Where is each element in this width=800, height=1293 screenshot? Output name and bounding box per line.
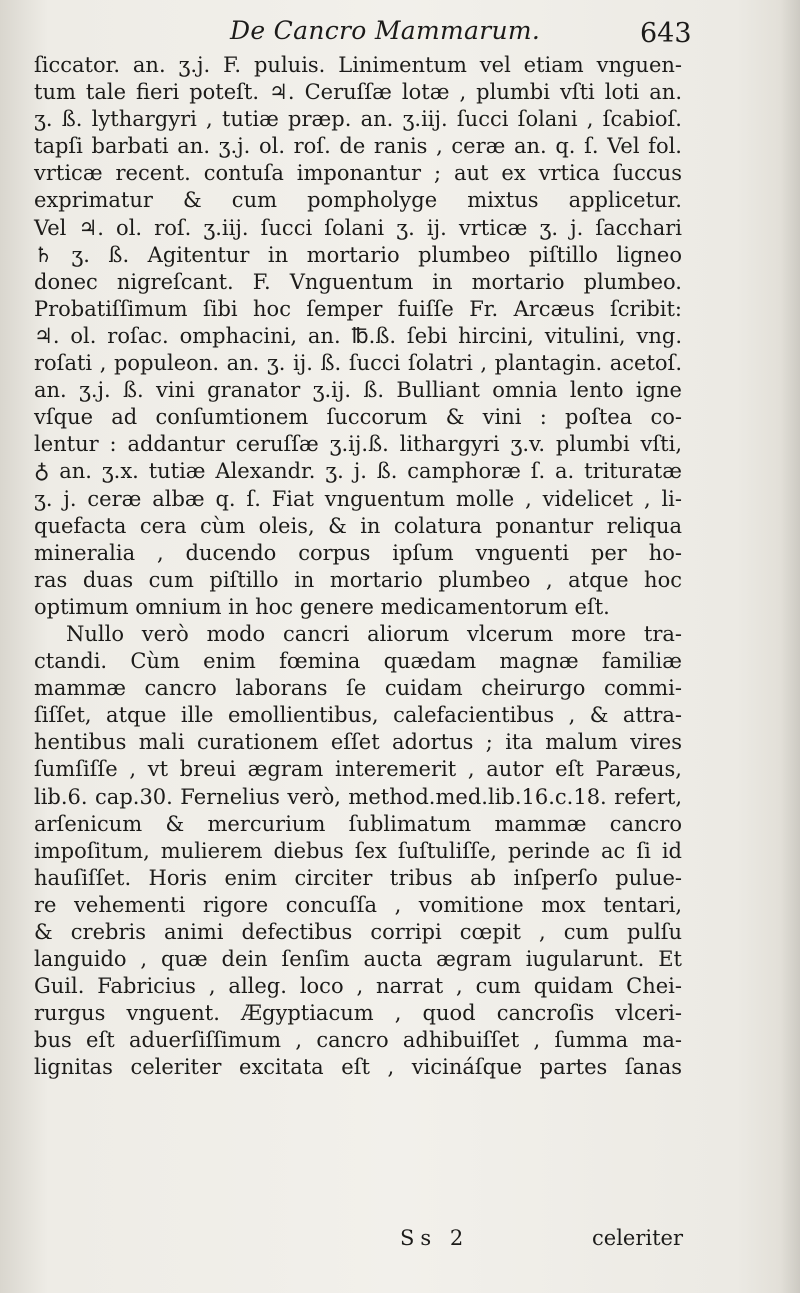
text-line: roſati , populeon. an. ʒ. ij. ß. ſucci ſolatri , plantagin. acetoſ. [34,351,682,376]
text-line: ctandi. Cùm enim fœmina quædam magnæ familiæ [34,649,682,674]
text-line: Probatiſſimum ſibi hoc ſemper fuiſſe Fr. Arcæus ſcribit: [34,296,682,321]
page-edge-shadow [780,0,800,1293]
text-line: lib.6. cap.30. Fernelius verò, method.med.lib.16.c.18. refert, [34,784,682,809]
text-line: ♁ an. ʒ.x. tutiæ Alexandr. ʒ. j. ß. camphoræ ſ. a. trituratæ [34,459,682,484]
page-number: 643 [640,18,692,49]
text-line: lignitas celeriter excitata eſt , vicináſque partes ſanas [34,1055,682,1080]
text-line: mineralia , ducendo corpus ipſum vnguenti per ho- [34,540,682,565]
text-line: optimum omnium in hoc genere medicamentorum eſt. [34,594,610,619]
body-text [34,52,682,1082]
page-header [0,12,800,52]
text-line: ſiccator. an. ʒ.j. F. puluis. Linimentum vel etiam vnguen- [34,53,682,77]
text-line: hentibus mali curationem eſſet adortus ; ita malum vires [34,730,682,755]
text-line: & crebris animi defectibus corripi cœpit , cum pulſu [34,920,682,944]
text-line: tapſi barbati an. ʒ.j. ol. roſ. de ranis , ceræ an. q. ſ. Vel fol. [34,134,682,159]
signature-mark: Ss 2 [400,1226,470,1250]
text-line: an. ʒ.j. ß. vini granator ʒ.ij. ß. Bulliant omnia lento igne [34,378,682,403]
text-line: ſumſiſſe , vt breui ægram interemerit , autor eſt Paræus, [34,757,682,782]
text-line: ras duas cum piſtillo in mortario plumbeo , atque hoc [34,567,682,592]
text-line: ʒ. ß. lythargyri , tutiæ præp. an. ʒ.iij. ſucci ſolani , ſcabioſ. [34,107,682,132]
page-footer [0,1226,800,1262]
text-line: re vehementi rigore concuſſa , vomitione mox tentari, [34,892,682,917]
text-line: rurgus vnguent. Ægyptiacum , quod cancroſis vlceri- [34,1001,682,1026]
paragraph-start-line: Nullo verò modo cancri aliorum vlcerum more tra- [66,621,682,646]
catchword: celeriter [592,1226,683,1250]
text-line: ſiſſet, atque ille emollientibus, calefacientibus , & attra- [34,703,682,728]
text-line: donec nigreſcant. F. Vnguentum in mortario plumbeo. [34,269,682,294]
text-line: vſque ad conſumtionem ſuccorum & vini : poſtea co- [34,405,682,430]
text-line: tum tale fieri poteſt. ♃. Ceruſſæ lotæ , plumbi vſti loti an. [34,80,682,105]
text-line: ♃. ol. roſac. omphacini, an. ℔.ß. ſebi hircini, vitulini, vng. [34,323,682,348]
text-line: lentur : addantur ceruſſæ ʒ.ij.ß. lithargyri ʒ.v. plumbi vſti, [34,432,682,457]
text-line: impoſitum, mulierem diebus ſex ſuſtuliſſe, perinde ac ſi id [34,838,682,863]
text-line: vrticæ recent. contuſa imponantur ; aut ex vrtica ſuccus [34,161,682,186]
text-line: ʒ. j. ceræ albæ q. ſ. Fiat vnguentum molle , videlicet , li- [34,486,682,511]
text-line: exprimatur & cum pompholyge mixtus applicetur. [34,188,682,213]
text-line: ♄ ʒ. ß. Agitentur in mortario plumbeo piſtillo ligneo [34,242,682,267]
text-line: arſenicum & mercurium ſublimatum mammæ cancro [34,811,682,836]
text-line: mammæ cancro laborans ſe cuidam cheirurgo commi- [34,676,682,701]
text-line: Guil. Fabricius , alleg. loco , narrat , cum quidam Chei- [34,974,682,999]
text-line: Vel ♃. ol. roſ. ʒ.iij. ſucci ſolani ʒ. ij. vrticæ ʒ. j. ſacchari [34,215,682,240]
running-title: De Cancro Mammarum. [230,16,541,45]
text-line: bus eſt aduerſiſſimum , cancro adhibuiſſet , ſumma ma- [34,1028,682,1053]
text-line: languido , quæ dein ſenſim aucta ægram iugularunt. Et [34,947,682,972]
text-line: hauſiſſet. Horis enim circiter tribus ab inſperſo pulue- [34,865,682,890]
text-line: quefacta cera cùm oleis, & in colatura ponantur reliqua [34,513,682,538]
